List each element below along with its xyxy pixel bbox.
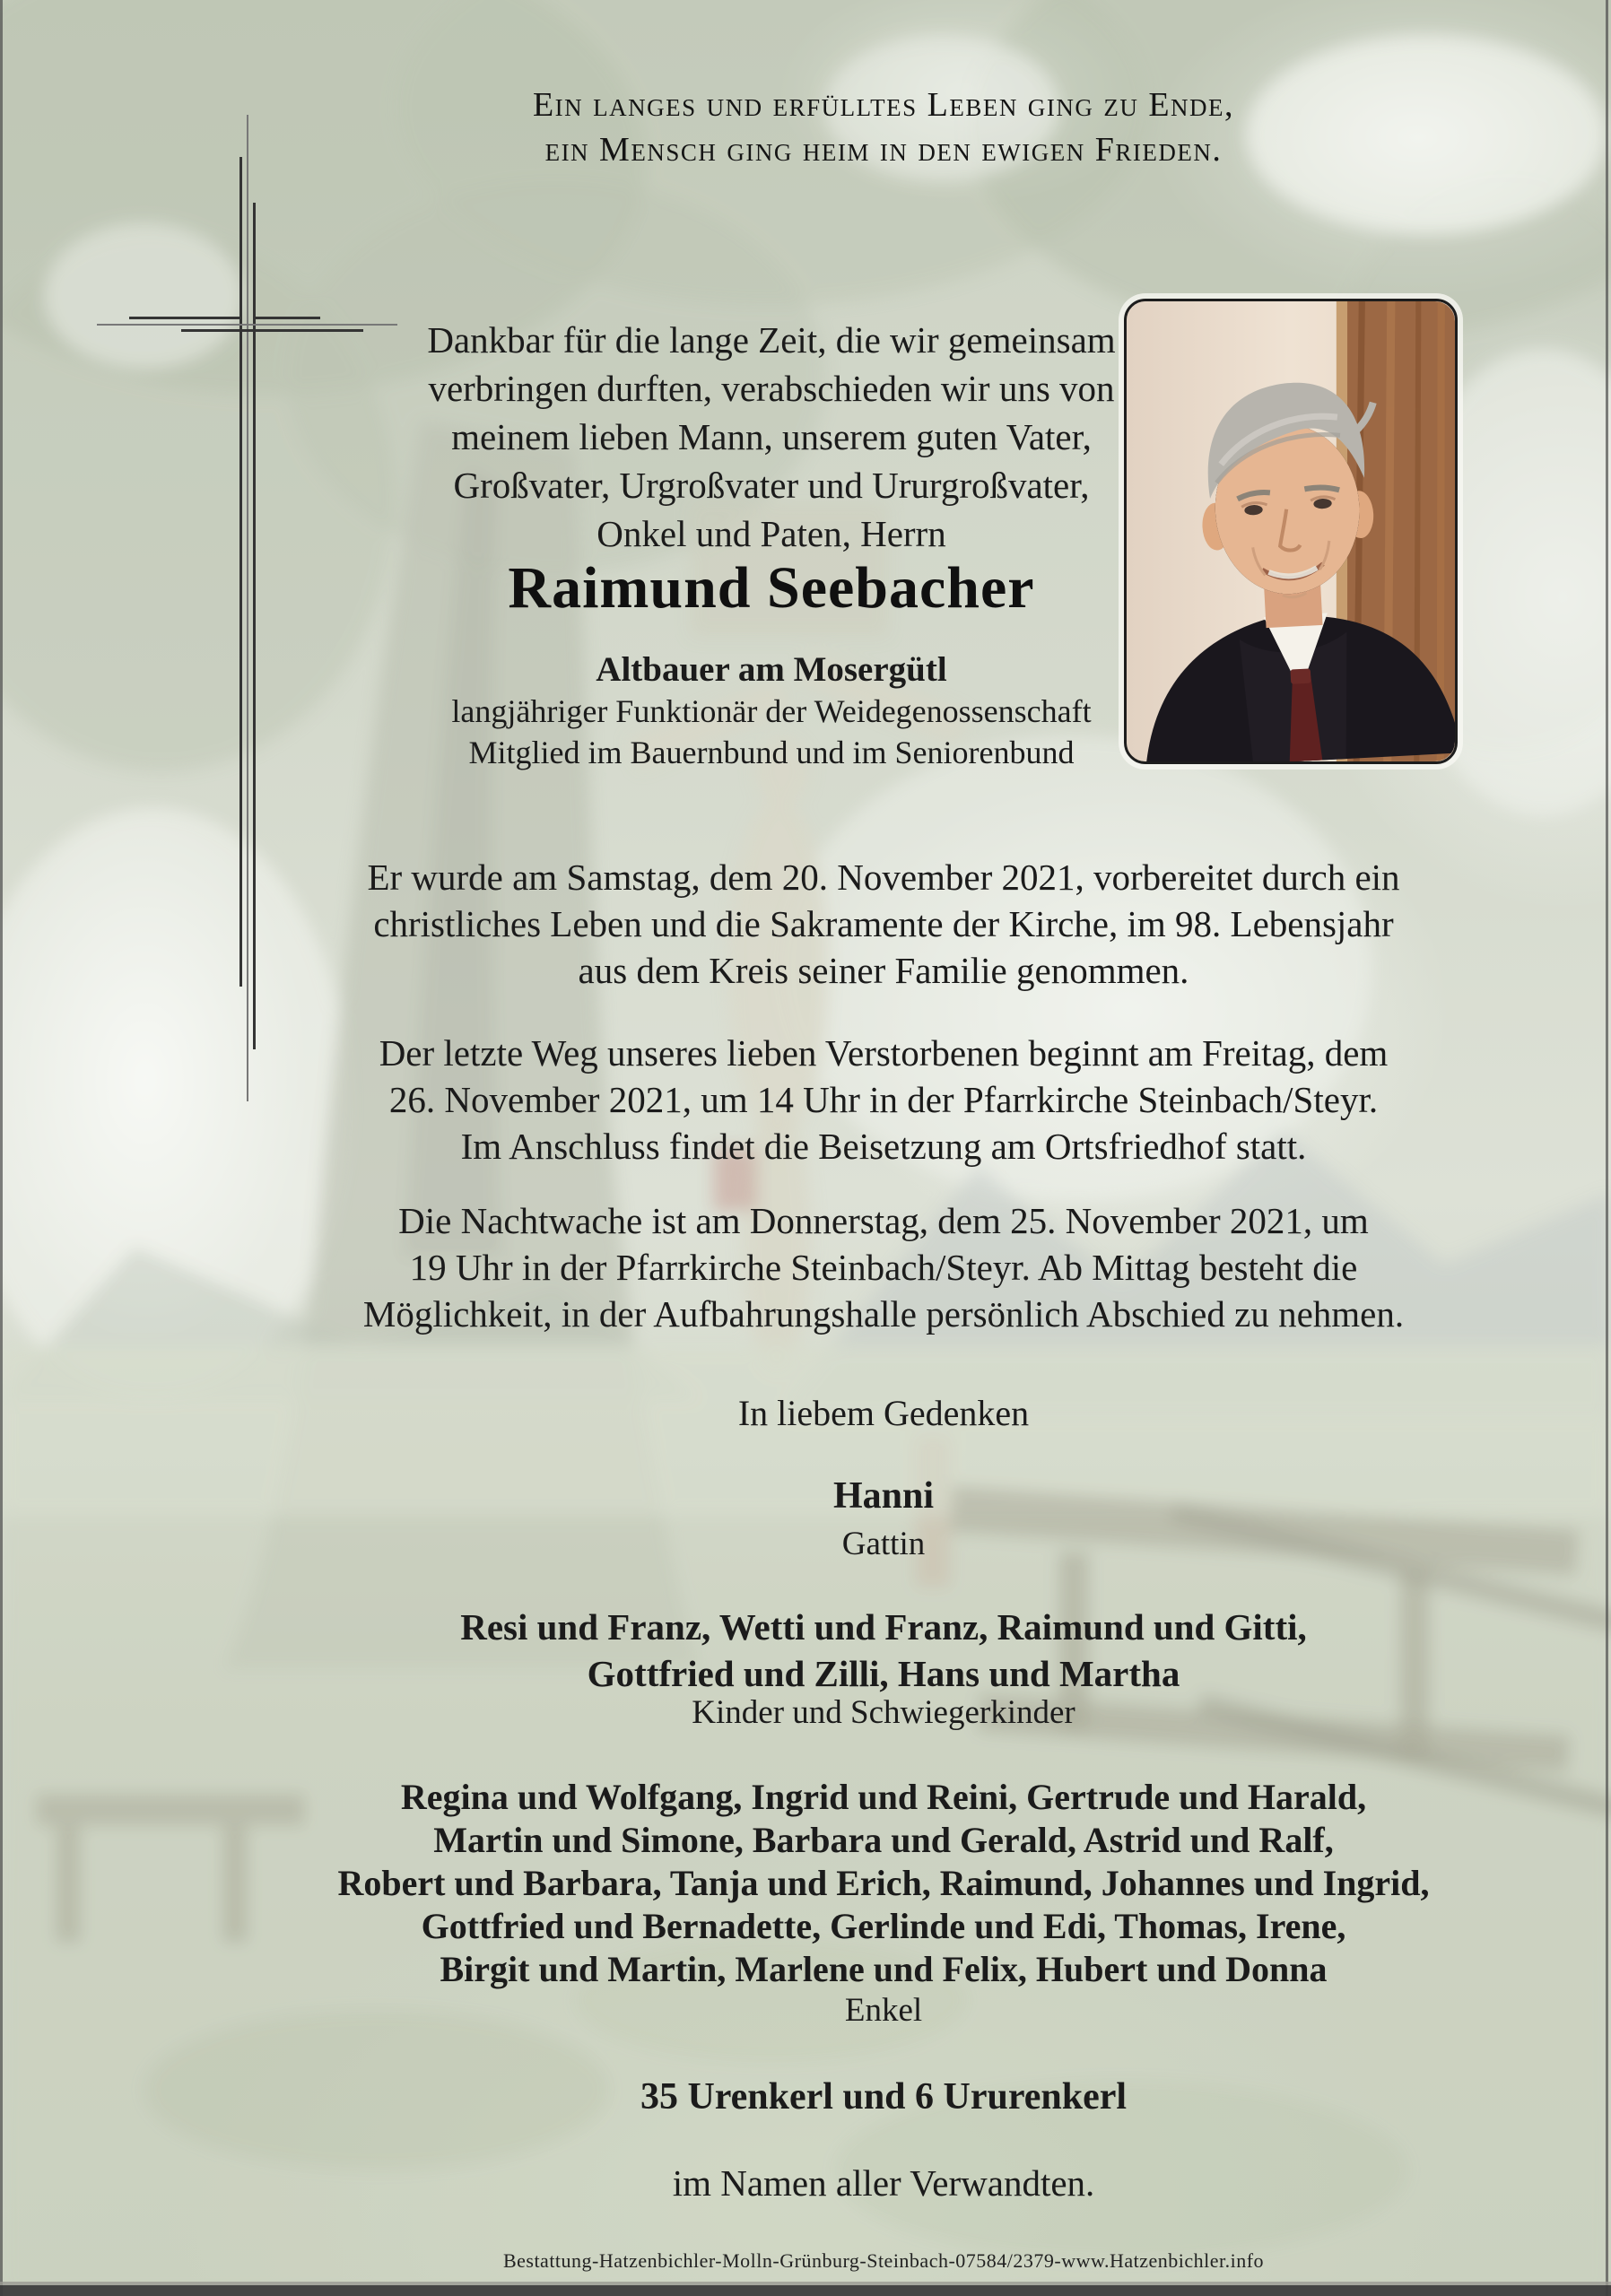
closing-line: im Namen aller Verwandten. <box>672 2162 1095 2204</box>
funeral-line: 26. November 2021, um 14 Uhr in der Pfarrkirche Steinbach/Steyr. <box>388 1079 1379 1120</box>
vigil-info-paragraph <box>157 1197 1610 1337</box>
intro-line: Onkel und Paten, Herrn <box>597 513 946 554</box>
introduction-paragraph <box>395 316 1148 558</box>
grandchildren-line: Martin und Simone, Barbara und Gerald, Astrid und Ralf, <box>433 1820 1334 1860</box>
mourners-grandchildren-names <box>157 1776 1610 1991</box>
deceased-subtitle-line: langjähriger Funktionär der Weidegenossenschaft <box>451 693 1092 729</box>
grandchildren-line: Birgit und Martin, Marlene und Felix, Hubert und Donna <box>440 1949 1328 1989</box>
card-bottom-border <box>0 2285 1611 2296</box>
death-announcement-paragraph <box>157 854 1610 994</box>
mourners-children-relation: Kinder und Schwiegerkinder <box>692 1694 1075 1731</box>
grandchildren-line: Gottfried und Bernadette, Gerlinde und Edi, Thomas, Irene, <box>421 1906 1346 1946</box>
epitaph <box>157 83 1610 172</box>
deceased-subtitle-line: Mitglied im Bauernbund und im Seniorenbund <box>468 735 1075 770</box>
vigil-line: 19 Uhr in der Pfarrkirche Steinbach/Steyr. Ab Mittag besteht die <box>409 1247 1358 1288</box>
death-line: aus dem Kreis seiner Familie genommen. <box>578 950 1189 991</box>
mourners-children-names <box>157 1604 1610 1697</box>
great-grandchildren-count: 35 Urenkerl und 6 Ururenkerl <box>640 2076 1128 2118</box>
deceased-subtitles <box>395 691 1148 773</box>
death-line: Er wurde am Samstag, dem 20. November 2021, vorbereitet durch ein <box>367 857 1400 898</box>
portrait-illustration <box>1127 301 1455 761</box>
vigil-line: Möglichkeit, in der Aufbahrungshalle persönlich Abschied zu nehmen. <box>362 1293 1405 1335</box>
remembrance-heading: In liebem Gedenken <box>737 1393 1030 1433</box>
death-line: christliches Leben und die Sakramente der Kirche, im 98. Lebensjahr <box>373 903 1394 944</box>
deceased-portrait-photo <box>1124 299 1458 764</box>
epitaph-line-1: Ein langes und erfülltes Leben ging zu Ende, <box>532 86 1235 124</box>
children-line: Resi und Franz, Wetti und Franz, Raimund und Gitti, <box>460 1606 1307 1648</box>
grandchildren-line: Regina und Wolfgang, Ingrid und Reini, Gertrude und Harald, <box>400 1777 1367 1817</box>
children-line: Gottfried und Zilli, Hans und Martha <box>587 1653 1180 1694</box>
vigil-line: Die Nachtwache ist am Donnerstag, dem 25. November 2021, um <box>398 1200 1369 1241</box>
intro-line: verbringen durften, verabschieden wir uns von <box>428 368 1115 409</box>
grandchildren-line: Robert und Barbara, Tanja und Erich, Raimund, Johannes und Ingrid, <box>337 1863 1430 1903</box>
intro-line: Großvater, Urgroßvater und Ururgroßvater, <box>453 465 1090 506</box>
mourner-wife-relation: Gattin <box>841 1526 926 1562</box>
mourner-wife-name: Hanni <box>832 1475 935 1517</box>
card-left-border <box>0 0 3 2296</box>
funeral-line: Der letzte Weg unseres lieben Verstorbenen beginnt am Freitag, dem <box>379 1032 1389 1074</box>
intro-line: Dankbar für die lange Zeit, die wir gemeinsam <box>427 319 1116 361</box>
epitaph-line-2: ein Mensch ging heim in den ewigen Frieden. <box>544 131 1223 169</box>
funeral-home-footer: Bestattung-Hatzenbichler-Molln-Grünburg-Steinbach-07584/2379-www.Hatzenbichler.info <box>502 2249 1265 2272</box>
deceased-title: Altbauer am Mosergütl <box>596 650 947 689</box>
card-right-border <box>1606 0 1608 2296</box>
mourners-grandchildren-relation: Enkel <box>844 1992 923 2029</box>
funeral-info-paragraph <box>157 1030 1610 1170</box>
intro-line: meinem lieben Mann, unserem guten Vater, <box>451 416 1092 457</box>
funeral-line: Im Anschluss findet die Beisetzung am Ortsfriedhof statt. <box>460 1126 1307 1167</box>
deceased-name: Raimund Seebacher <box>508 555 1035 621</box>
